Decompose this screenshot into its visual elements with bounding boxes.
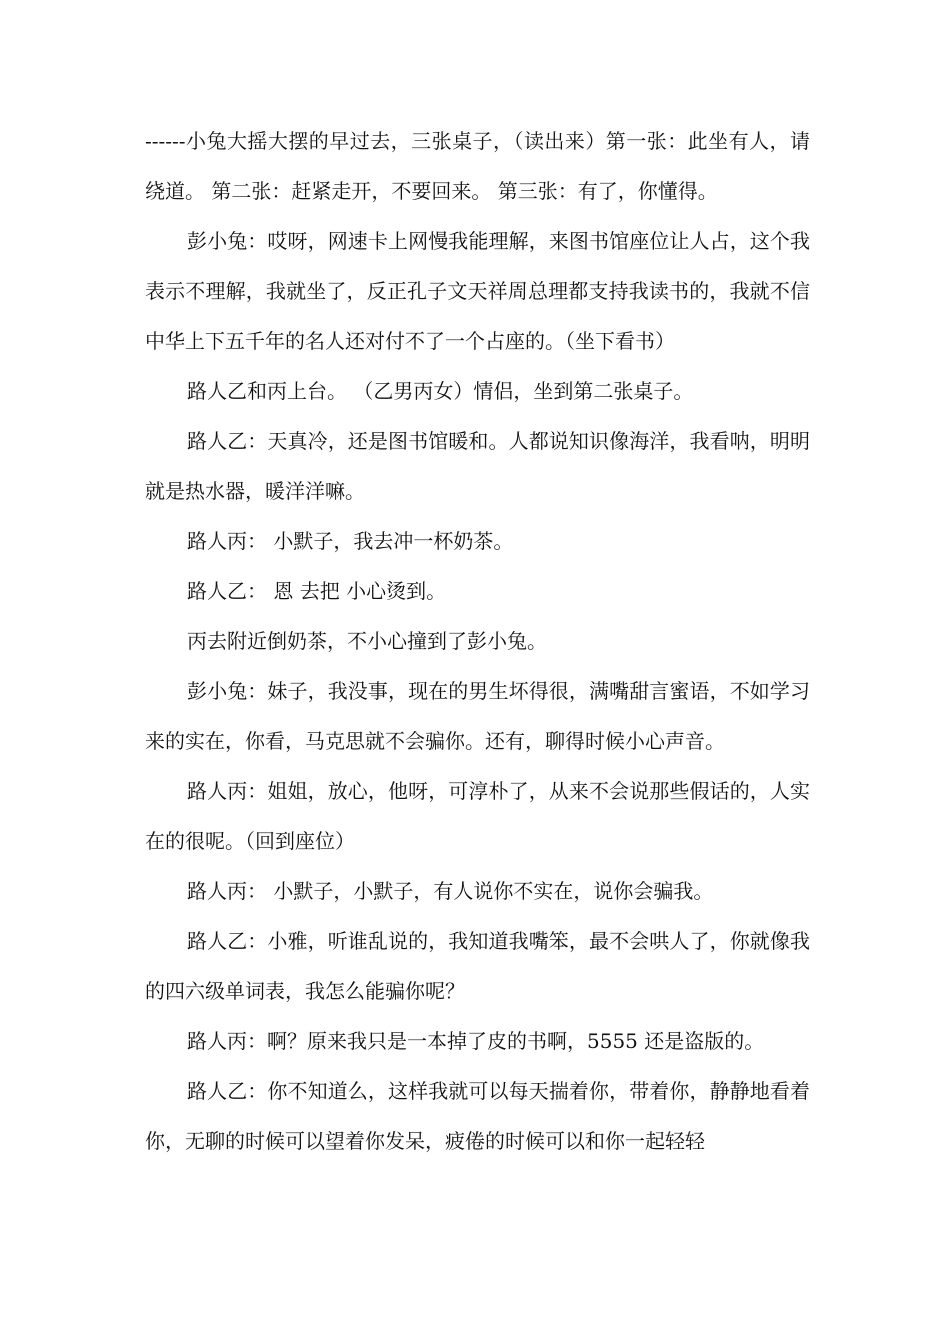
paragraph-stage-direction-1: 路人乙和丙上台。 （乙男丙女）情侣，坐到第二张桌子。	[187, 379, 694, 403]
paragraph-peng-xiaotu-2: 彭小兔：妹子，我没事，现在的男生坏得很，满嘴甜言蜜语，不如学习来的实在，你看，马克思就不会骗你。还有，聊得时候小心声音。	[145, 679, 810, 753]
paragraph-stage-direction-2: 丙去附近倒奶茶，不小心撞到了彭小兔。	[187, 629, 547, 653]
paragraph-passerby-b-4: 路人乙：你不知道么，这样我就可以每天揣着你，带着你，静静地看着你，无聊的时候可以望着你发呆，疲倦的时候可以和你一起轻轻	[145, 1079, 810, 1153]
paragraph-scene-intro: ------小兔大摇大摆的早过去，三张桌子，（读出来）第一张：此坐有人，请绕道。 第二张：赶紧走开，不要回来。 第三张：有了，你懂得。	[145, 129, 810, 203]
paragraph-passerby-c-3: 路人丙： 小默子，小默子，有人说你不实在，说你会骗我。	[187, 879, 714, 903]
paragraph-passerby-c-1: 路人丙： 小默子，我去冲一杯奶茶。	[187, 529, 514, 553]
paragraph-passerby-c-2: 路人丙：姐姐，放心，他呀，可淳朴了，从来不会说那些假话的，人实在的很呢。（回到座位）	[145, 779, 810, 853]
paragraph-passerby-b-2: 路人乙： 恩 去把 小心烫到。	[187, 579, 447, 603]
paragraph-peng-xiaotu-1: 彭小兔：哎呀，网速卡上网慢我能理解，来图书馆座位让人占，这个我表示不理解，我就坐了，反正孔子文天祥周总理都支持我读书的，我就不信 中华上下五千年的名人还对付不了一个占座的。（坐下看书）	[145, 229, 810, 353]
paragraph-passerby-b-1: 路人乙：天真冷，还是图书馆暖和。人都说知识像海洋，我看呐，明明就是热水器，暖洋洋嘛。	[145, 429, 810, 503]
paragraph-passerby-b-3: 路人乙：小雅，听谁乱说的，我知道我嘴笨，最不会哄人了，你就像我的四六级单词表，我怎么能骗你呢？	[145, 929, 810, 1003]
paragraph-passerby-c-4: 路人丙：啊？原来我只是一本掉了皮的书啊，5555 还是盗版的。	[187, 1029, 765, 1053]
document-page	[145, 116, 810, 1166]
